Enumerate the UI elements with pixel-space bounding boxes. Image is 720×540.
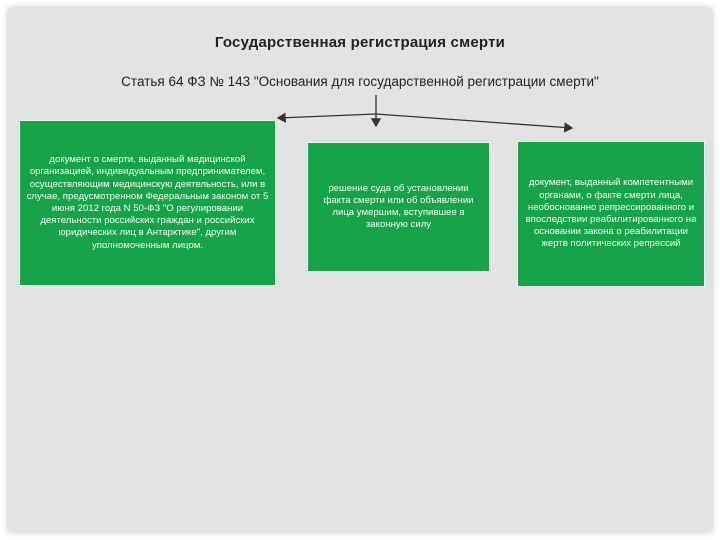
connector-left: [278, 114, 376, 118]
subtitle: Статья 64 ФЗ № 143 "Основания для государственной регистрации смерти": [121, 74, 599, 89]
basis-box-rehabilitation-document: [517, 141, 705, 287]
connector-right: [376, 114, 572, 128]
basis-box-medical-document: [19, 120, 276, 286]
basis-box-court-decision: [307, 142, 490, 272]
slide-title: Государственная регистрация смерти: [214, 34, 506, 51]
basis-box-text: решение суда об установлении факта смерти или об объявлении лица умершим, вступившее в законную силу: [323, 182, 474, 231]
basis-box-text: документ, выданный компетентными органами, о факте смерти лица, необоснованно репрессированного и впоследствии реабилитированного на основании закона о реабилитации жертв политических репрессий: [525, 177, 697, 250]
basis-box-text: документ о смерти, выданный медицинской организацией, индивидуальным предпринимателем, осуществляющим медицинскую деятельность, или в случае, предусмотренном Федеральным законом от 5 июня 2012 года N 50-ФЗ "О регулировании деятельности российских граждан и российских юридических лиц в Антарктике", другим уполномоченным лицом.: [26, 154, 269, 251]
